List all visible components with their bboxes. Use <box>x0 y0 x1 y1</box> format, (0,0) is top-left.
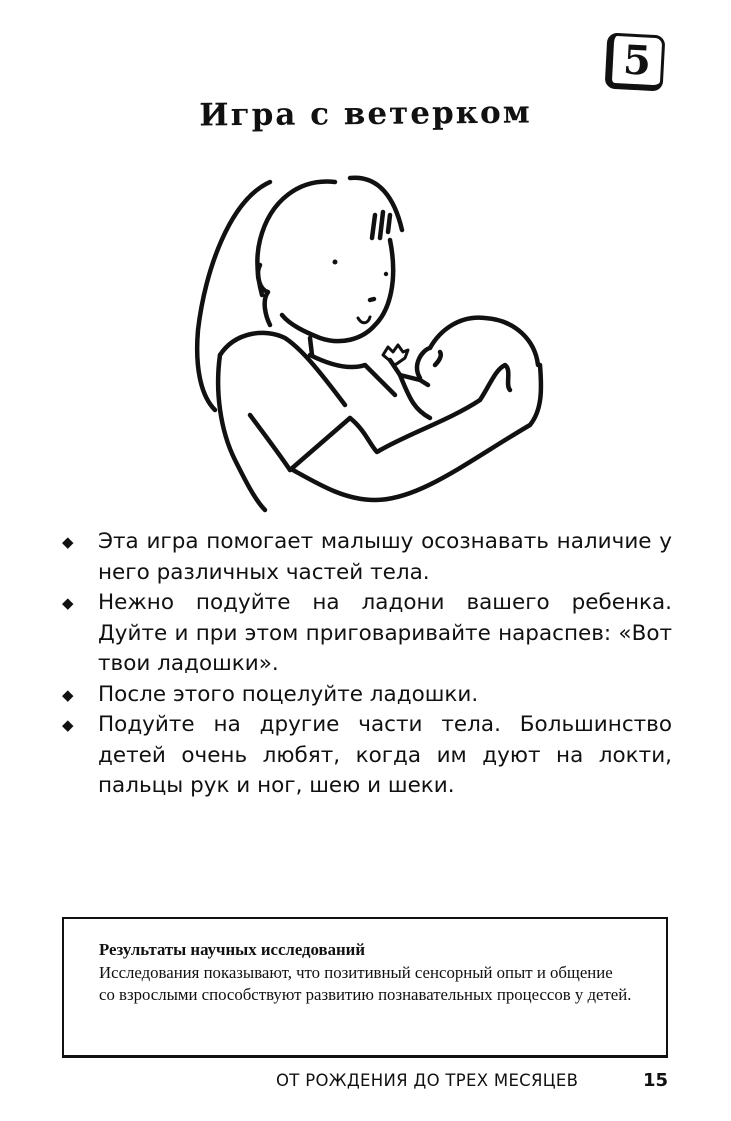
research-box-body: Исследования показывают, что позитивный сенсорный опыт и общение со взрослыми способствуют развитию познавательных процессов у детей. <box>99 962 632 1004</box>
diamond-bullet-icon: ◆ <box>62 685 74 704</box>
diamond-bullet-icon: ◆ <box>62 594 74 612</box>
mother-baby-illustration <box>190 160 560 520</box>
page-title: Игра с ветерком <box>199 94 532 134</box>
research-findings-box <box>62 917 668 1058</box>
diamond-bullet-icon: ◆ <box>62 716 74 734</box>
list-item <box>60 710 672 802</box>
activity-number-badge <box>605 33 666 92</box>
list-item <box>60 527 672 588</box>
activity-number: 5 <box>621 35 653 85</box>
running-footer-section-title: ОТ РОЖДЕНИЯ ДО ТРЕХ МЕСЯЦЕВ <box>276 1071 579 1090</box>
page-number: 15 <box>642 1070 668 1091</box>
activity-instructions-list <box>60 527 672 802</box>
list-item <box>60 680 672 711</box>
list-item <box>60 588 672 680</box>
list-item-text: Нежно подуйте на ладони вашего ребенка. Дуйте и при этом приговаривайте нараспев: «Вот твои ладошки». <box>98 590 672 676</box>
research-box-title: Результаты научных исследований <box>99 940 365 959</box>
list-item-text: После этого поцелуйте ладошки. <box>98 681 479 707</box>
page-footer <box>276 1070 668 1091</box>
list-item-text: Подуйте на другие части тела. Большинство детей очень любят, когда им дуют на локти, пальцы рук и ног, шею и шеки. <box>98 712 672 798</box>
diamond-bullet-icon: ◆ <box>62 533 74 551</box>
list-item-text: Эта игра помогает малышу осознавать наличие у него различных частей тела. <box>98 529 672 585</box>
